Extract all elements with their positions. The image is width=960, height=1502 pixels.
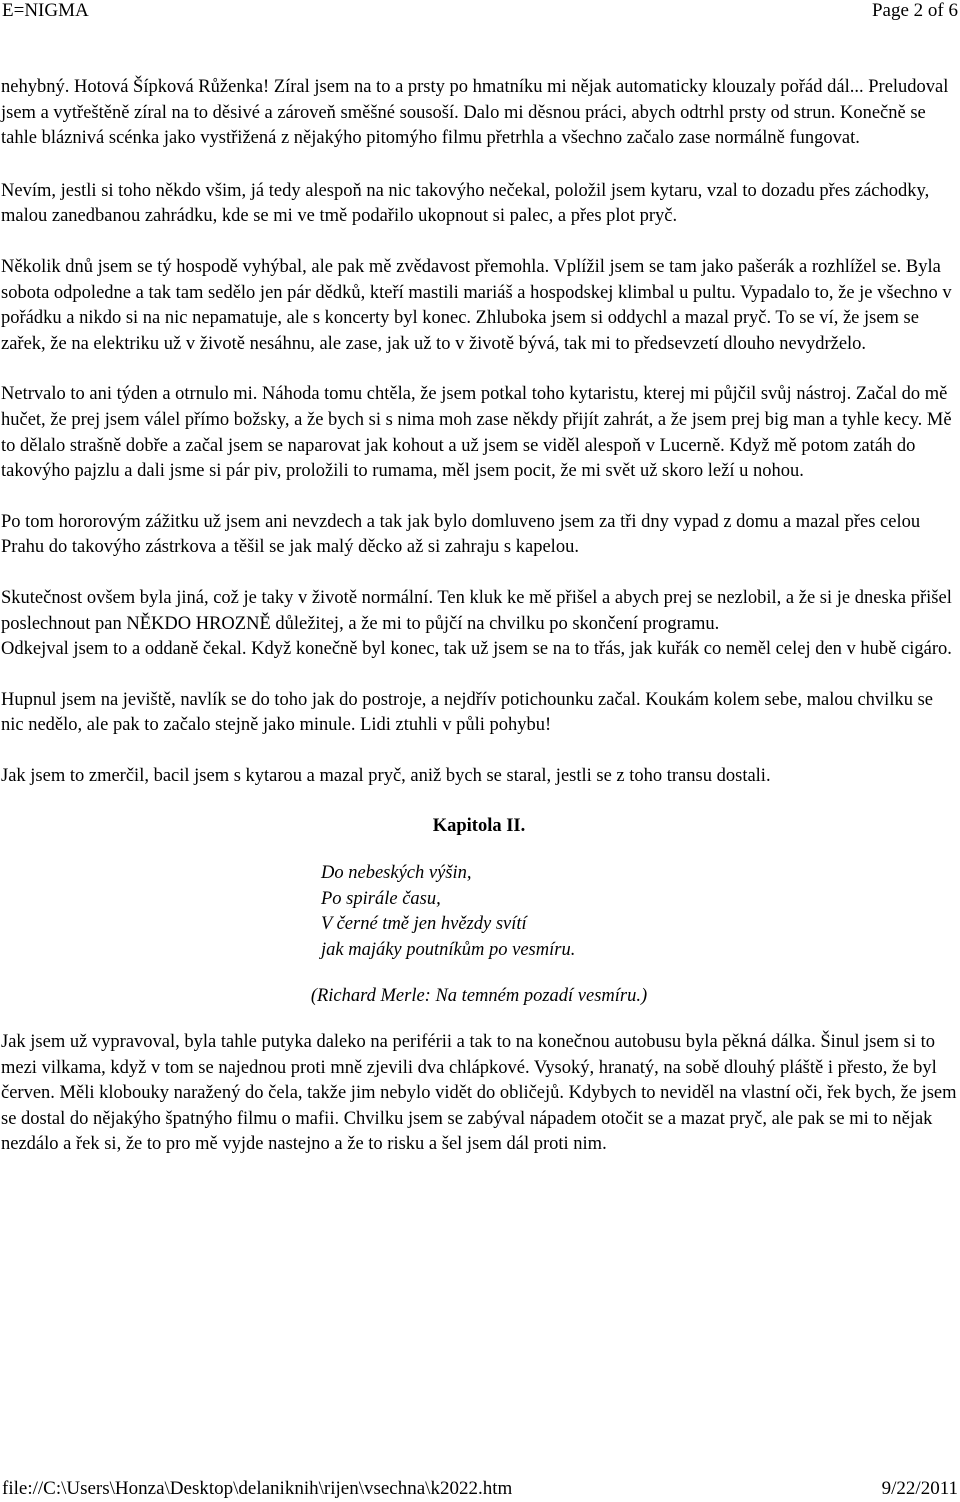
chapter-title: Kapitola II. xyxy=(432,816,526,837)
paragraph-8: Hupnul jsem na jeviště, navlík se do toho jak do postroje, a nejdřív potichounku začal. Koukám kolem sebe, malou chvilku se nic nedělo, ale pak to začalo stejně jako minule. Lidi ztuhli v půli pohybu! xyxy=(1,689,933,736)
paragraph-7: Odkejval jsem to a oddaně čekal. Když konečně byl konec, tak už jsem se na to třás, jak kuřák co neměl celej den v hubě cigáro. xyxy=(1,639,952,660)
paragraph-3: Několik dnů jsem se tý hospodě vyhýbal, ale pak mě zvědavost přemohla. Vplížil jsem se tam jako pašerák a rozhlížel se. Byla sobota odpoledne a tak tam sedělo jen pár dědků, kteří mastili mariáš a hospodskej klimbal u pultu. Vypadalo to, že je všechno v pořádku a nikdo si na nic nepamatuje, ale s koncerty byl konec. Zhluboka jsem si oddychl a mazal pryč. To se ví, že jsem se zařek, že na elektriku už v životě nesáhnu, ale zase, jak už to v životě bývá, tak mi to předsevzetí dlouho nevydrželo. xyxy=(1,256,952,354)
header-site-name: E=NIGMA xyxy=(2,0,89,21)
paragraph-9: Jak jsem to zmerčil, bacil jsem s kytarou a mazal pryč, aniž bych se staral, jestli se z toho transu dostali. xyxy=(1,765,771,786)
document-body xyxy=(1,75,957,1183)
footer-file-path: file://C:\Users\Honza\Desktop\delaniknih\rijen\vsechna\k2022.htm xyxy=(2,1478,513,1499)
paragraph-1: nehybný. Hotová Šípková Růženka! Zíral jsem na to a prsty po hmatníku mi nějak automaticky klouzaly pořád dál... Preludoval jsem a vytřeštěně zíral na to děsivé a zároveň směšné sousoší. Dalo mi děsnou práci, abych odtrhl prsty od strun. Konečně se tahle bláznivá scénka jako vystřižená z nějakýho pitomýho filmu přetrhla a všechno začalo zase normálně fungovat. xyxy=(1,77,949,149)
paragraph-5: Po tom hororovým zážitku už jsem ani nevzdech a tak jak bylo domluveno jsem za tři dny vypad z domu a mazal přes celou Prahu do takovýho zástrkova a těšil se jak malý děcko až si zahraju s kapelou. xyxy=(1,511,921,558)
paragraph-2: Nevím, jestli si toho někdo všim, já tedy alespoň na nic takovýho nečekal, položil jsem kytaru, vzal to dozadu přes záchodky, malou zanedbanou zahrádku, kde se mi ve tmě podařilo ukopnout si palec, a přes plot pryč. xyxy=(1,180,930,227)
footer-date: 9/22/2011 xyxy=(881,1478,958,1499)
epigraph-attribution: (Richard Merle: Na temném pozadí vesmíru.) xyxy=(310,986,648,1007)
poem-line: V černé tmě jen hvězdy svítí xyxy=(321,914,527,935)
poem-line: Po spirále času, xyxy=(321,888,441,909)
header-page-number: Page 2 of 6 xyxy=(871,0,958,21)
paragraph-4: Netrvalo to ani týden a otrnulo mi. Náhoda tomu chtěla, že jsem potkal toho kytaristu, kterej mi půjčil svůj nástroj. Začal do mě hučet, že prej jsem válel přímo božsky, a že bych si s nima moh zase někdy přijít zahrát, a že jsem prej big man a tyhle kecy. Mě to dělalo strašně dobře a začal jsem se naparovat jak kohout a už jsem se viděl alespoň v Lucerně. Když mě potom zatáh do takovýho pajzlu a dali jsme si pár piv, proložili to rumama, měl jsem pocit, že mi svět už skoro leží u nohou. xyxy=(1,384,952,482)
poem-line: Do nebeských výšin, xyxy=(321,863,472,884)
paragraph-10: Jak jsem už vypravoval, byla tahle putyka daleko na periférii a tak to na konečnou autobusu byla pěkná dálka. Šinul jsem si to mezi vilkama, když v tom se najednou proti mně zjevili dva chlápkové. Vysoký, hranatý, na sobě dlouhý pláště i přesto, že byl červen. Měli klobouky naražený do čela, takže jim nebylo vidět do obličejů. Kdybych to neviděl na vlastní oči, řek bych, že jsem se dostal do nějakýho špatnýho filmu o mafii. Chvilku jsem se zabýval nápadem otočit se a mazat pryč, ale pak se mi to nějak nezdálo a řek si, že to pro mě vyjde nastejno a že to risku a šel jsem dál proti nim. xyxy=(1,1032,957,1155)
epigraph-poem xyxy=(321,861,957,963)
poem-line: jak majáky poutníkům po vesmíru. xyxy=(321,939,576,960)
paragraph-6: Skutečnost ovšem byla jiná, což je taky v životě normální. Ten kluk ke mě přišel a abych prej se nezlobil, a že si je dneska přišel poslechnout pan NĚKDO HROZNĚ důležitej, a že mi to půjčí na chvilku po skončení programu. xyxy=(1,587,952,634)
